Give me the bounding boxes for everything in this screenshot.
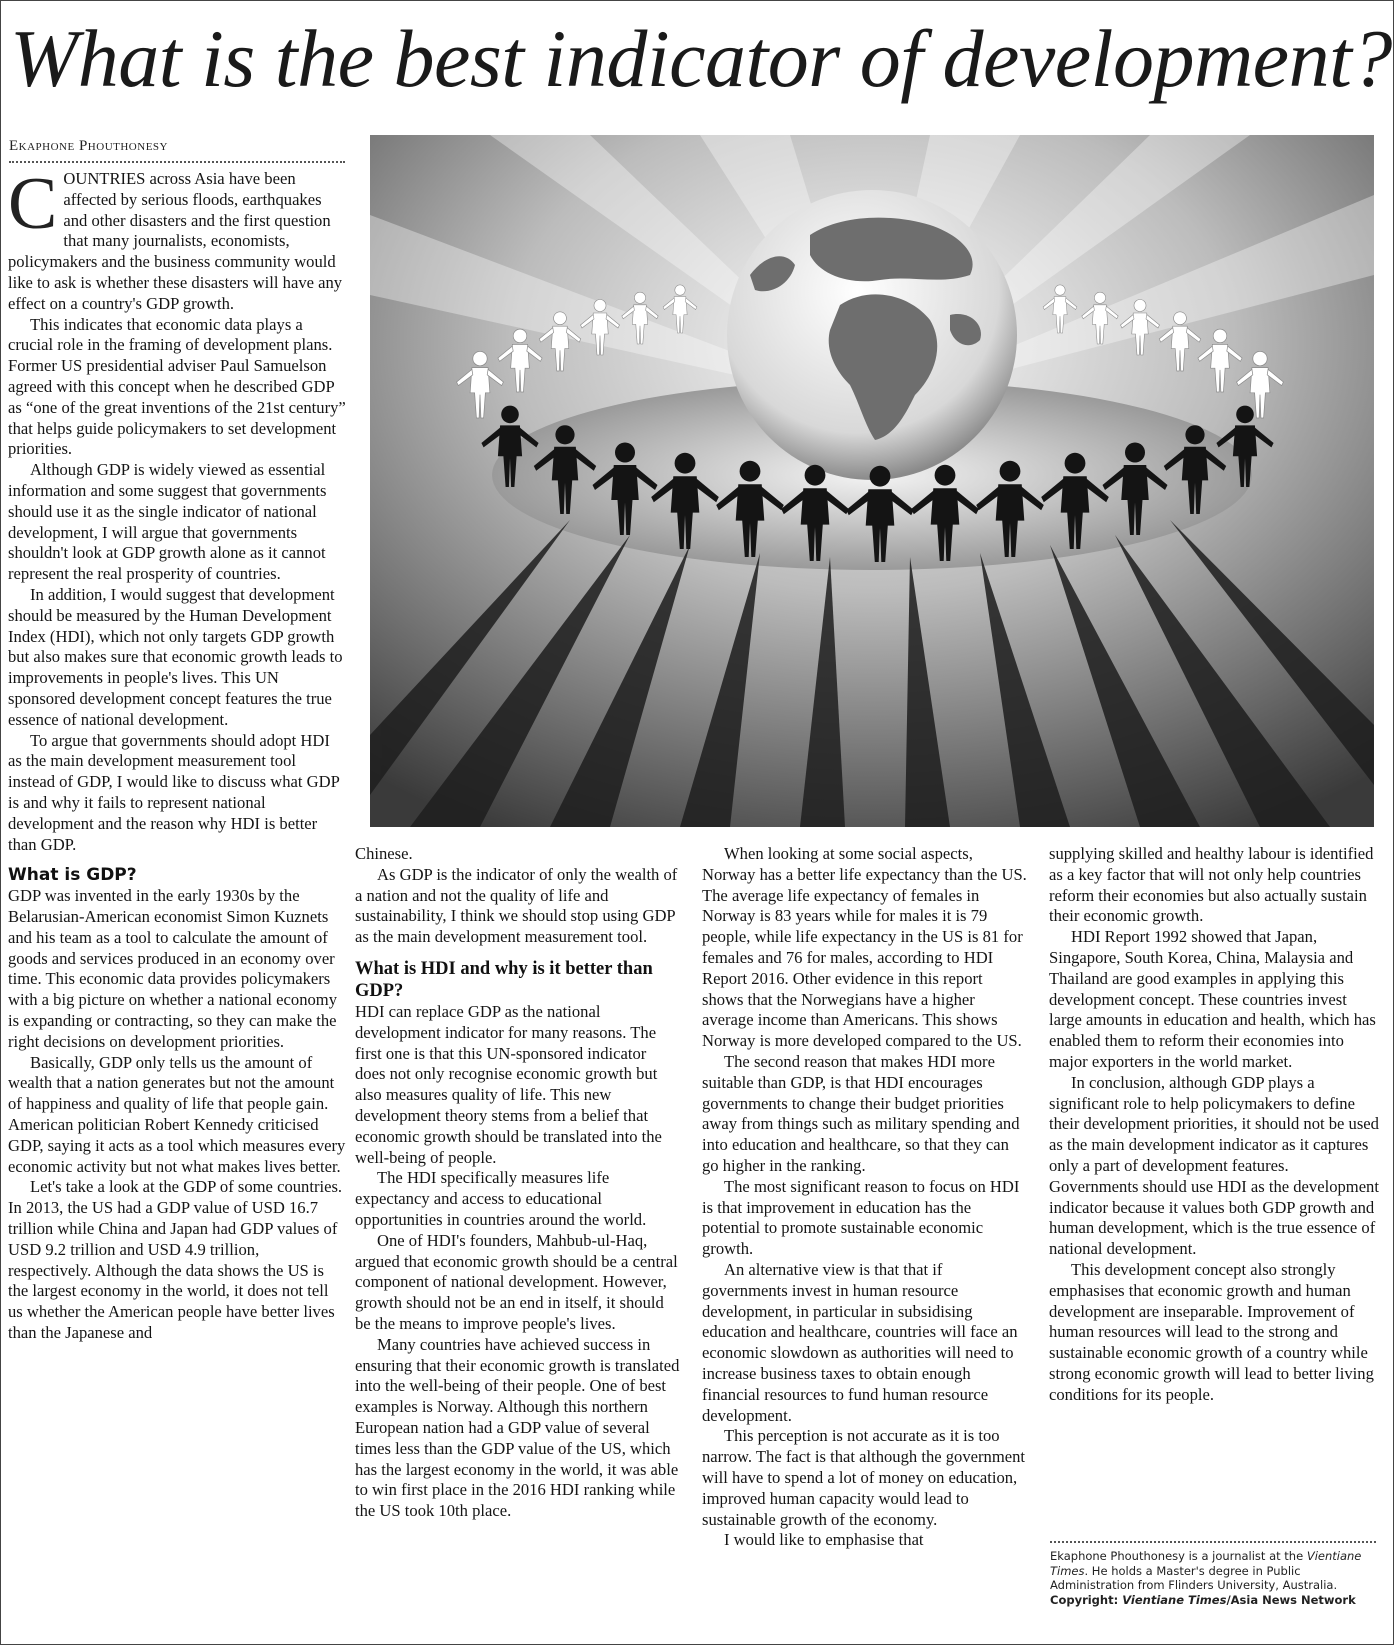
copyright-label: Copyright: bbox=[1050, 1592, 1123, 1607]
paragraph: When looking at some social aspects, Norway has a better life expectancy than the US. The average life expectancy of females in Norway is 83 years while for males it is 79 people, while life expectancy in the US is 81 for females and 76 for males, according to HDI Report 2016. Other evidence in this report shows that the Norwegians have a higher average income than Americans. This shows Norway is more developed compared to the US. bbox=[702, 844, 1027, 1051]
paragraph: This development concept also strongly emphasises that economic growth and human development are inseparable. Improvement of human resources will lead to the strong and sustainable economic growth of a country while strong economic growth will lead to better living conditions for its people. bbox=[1049, 1259, 1374, 1404]
article-column-2 bbox=[355, 844, 680, 1645]
byline-rule bbox=[9, 161, 345, 163]
paragraph: The second reason that makes HDI more suitable than GDP, is that HDI encourages governments to change their budget priorities away from things such as military spending and into education and healthcare, so that they can go higher in the ranking. bbox=[702, 1051, 1020, 1175]
paragraph: In conclusion, although GDP plays a significant role to help policymakers to define their development priorities, it should not be used as the main development indicator as it captures only a part of development features. Governments should use HDI as the development indicator because it values both GDP growth and human development, which is the true essence of national development. bbox=[1049, 1072, 1379, 1259]
paragraph: GDP was invented in the early 1930s by the Belarusian-American economist Simon Kuznets and his team as a tool to calculate the amount of goods and services produced in an economy over time. This economic data provides policymakers with a big picture on whether a national economy is expanding or contracting, so they can make the right decisions on development priorities. bbox=[8, 886, 338, 1051]
paragraph: Although GDP is widely viewed as essential information and some suggest that governments should use it as the single indicator of national development, I will argue that governments shouldn't look at GDP growth alone as it cannot represent the real prosperity of countries. bbox=[8, 460, 327, 584]
bio-text: . He holds a Master's degree in Public Administration from Flinders University, Australia. bbox=[1050, 1563, 1338, 1592]
article-column-4 bbox=[1049, 844, 1379, 1536]
bio-publication: Vientiane Times bbox=[1050, 1549, 1362, 1578]
paragraph: I would like to emphasise that bbox=[724, 1530, 924, 1550]
bio-rule bbox=[1050, 1541, 1376, 1543]
paragraph: This indicates that economic data plays a crucial role in the framing of development plans. Former US presidential adviser Paul Samuelson agreed with this concept when he described GDP as “one of the great inventions of the 21st century” that helps guide policymakers to set development priorities. bbox=[8, 314, 346, 459]
drop-cap: C bbox=[8, 169, 58, 245]
globe-people-circle-icon bbox=[370, 135, 1374, 827]
paragraph: An alternative view is that that if governments invest in human resource development, in particular in subsidising education and healthcare, countries will face an economic slowdown as authorities will need to increase business taxes to obtain enough financial resources to fund human resource development. bbox=[702, 1259, 1018, 1425]
paragraph: This perception is not accurate as it is too narrow. The fact is that although the government will have to spend a lot of money on education, improved human capacity would lead to sustainable growth of the economy. bbox=[702, 1426, 1026, 1529]
paragraph: Chinese. bbox=[355, 844, 413, 863]
article-column-3 bbox=[702, 844, 1027, 1645]
paragraph: Basically, GDP only tells us the amount of wealth that a nation generates but not the amount of happiness and quality of life that people gain. American politician Robert Kennedy criticised GDP, saying it acts as a tool which measures every economic activity but not what makes lives better. bbox=[8, 1052, 346, 1176]
paragraph: Many countries have achieved success in ensuring that their economic growth is translated into the well-being of their people. One of best examples is Norway. Although this northern European nation had a GDP value of several times less than the GDP value of the US, which has the largest economy in the world, it was able to win first place in the 2016 HDI ranking while the US took 10th place. bbox=[355, 1334, 680, 1521]
paragraph-text: OUNTRIES across Asia have been affected by serious floods, earthquakes and other disasters and the first question that many journalists, economists, policymakers and the business community would like to ask is whether these disasters will have any effect on a country's GDP growth. bbox=[8, 169, 343, 313]
paragraph: Let's take a look at the GDP of some countries. In 2013, the US had a GDP value of USD 16.7 trillion while China and Japan had GDP values of USD 9.2 trillion and USD 4.9 trillion, respectively. Although the data shows the US is the largest economy in the world, it does not tell us whether the American people have better lives than the Japanese and bbox=[8, 1177, 343, 1343]
paragraph: HDI Report 1992 showed that Japan, Singapore, South Korea, China, Malaysia and Thailand are good examples in applying this development concept. These countries invest large amounts in education and health, which has enabled them to reform their economies into major exporters in the world market. bbox=[1049, 927, 1376, 1071]
paragraph: To argue that governments should adopt HDI as the main development measurement tool instead of GDP, I would like to discuss what GDP is and why it fails to represent national development and the reason why HDI is better than GDP. bbox=[8, 730, 340, 854]
paragraph: supplying skilled and healthy labour is identified as a key factor that will not only help countries reform their economies but also actually sustain their economic growth. bbox=[1049, 844, 1374, 926]
paragraph: In addition, I would suggest that development should be measured by the Human Development Index (HDI), which not only targets GDP growth but also makes sure that economic growth leads to improvements in people's lives. This UN sponsored development concept features the true essence of national development. bbox=[8, 584, 343, 729]
section-heading-hdi: What is HDI and why is it better than GDP? bbox=[355, 958, 653, 1001]
bio-text: Ekaphone Phouthonesy is a journalist at the bbox=[1050, 1549, 1307, 1563]
author-bio bbox=[1050, 1549, 1376, 1607]
section-heading-gdp: What is GDP? bbox=[8, 865, 137, 886]
paragraph: As GDP is the indicator of only the wealth of a nation and not the quality of life and sustainability, I think we should stop using GDP as the main development measurement tool. bbox=[355, 864, 678, 947]
copyright-network: /Asia News Network bbox=[1226, 1592, 1356, 1607]
paragraph: The HDI specifically measures life expectancy and access to educational opportunities in countries around the world. bbox=[355, 1168, 647, 1229]
headline: What is the best indicator of development? bbox=[10, 13, 1392, 104]
paragraph: One of HDI's founders, Mahbub-ul-Haq, argued that economic growth should be a central component of national development. However, growth should not be an end in itself, it should be the means to improve people's lives. bbox=[355, 1230, 678, 1333]
paragraph bbox=[8, 169, 346, 315]
paragraph: HDI can replace GDP as the national development indicator for many reasons. The first one is that this UN-sponsored indicator does not only recognise economic growth but also measures quality of life. This new development theory stems from a belief that economic growth should be translated into the well-being of people. bbox=[355, 1001, 662, 1167]
article-column-1 bbox=[8, 169, 346, 1645]
byline: Ekaphone Phouthonesy bbox=[9, 138, 168, 154]
article-illustration bbox=[370, 135, 1374, 827]
copyright-publication: Vientiane Times bbox=[1122, 1592, 1227, 1607]
paragraph: The most significant reason to focus on HDI is that improvement in education has the potential to promote sustainable economic growth. bbox=[702, 1176, 1020, 1259]
